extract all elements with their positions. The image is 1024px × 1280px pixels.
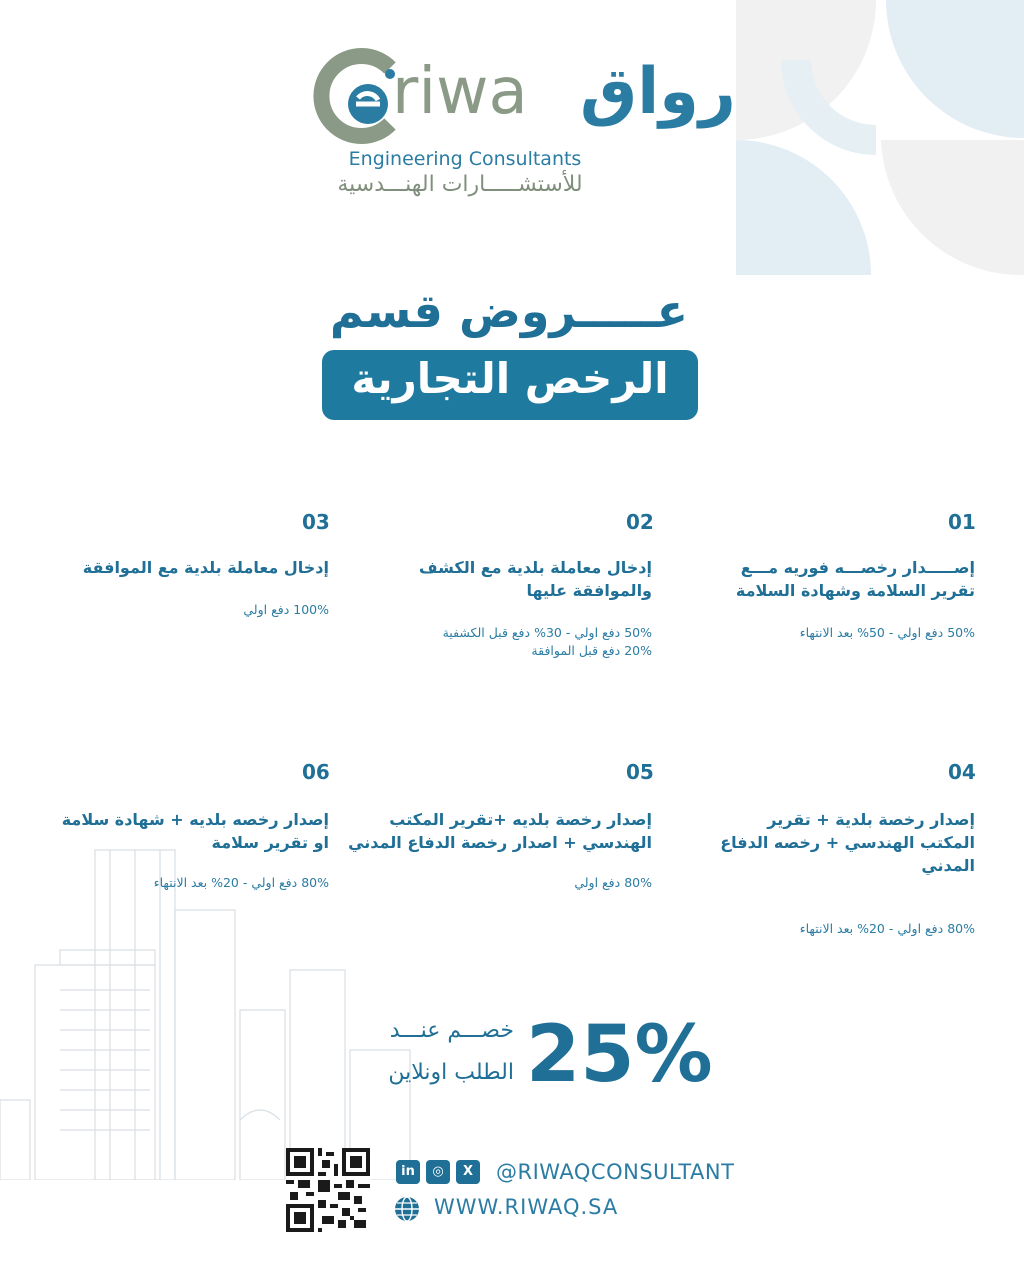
- headline-line1: عـــــروض قسم: [329, 284, 689, 338]
- discount-value: 25%: [526, 1010, 713, 1100]
- x-icon[interactable]: X: [456, 1160, 480, 1184]
- instagram-icon[interactable]: ◎: [426, 1160, 450, 1184]
- qr-code-icon[interactable]: [286, 1148, 370, 1232]
- offer-detail: 100% دفع اولي: [243, 602, 329, 617]
- decorative-shapes: [736, 0, 1024, 280]
- offer-title: إصدار رخصة بلدية + تقرير المكتب الهندسي + رخصه الدفاع المدني: [720, 810, 975, 875]
- logo-tagline-ar: للأستشـــــارات الهنـــدسية: [337, 172, 583, 197]
- offer-number: 03: [302, 510, 330, 534]
- social-handle[interactable]: @RIWAQCONSULTANT: [496, 1160, 735, 1184]
- offer-detail: 50% دفع اولي - 50% بعد الانتهاء: [799, 625, 975, 640]
- offer-detail: 80% دفع اولي - 20% بعد الانتهاء: [153, 875, 329, 890]
- offer-detail: 50% دفع اولي - 30% دفع قبل الكشفية: [442, 625, 652, 640]
- offer-title: إدخال معاملة بلدية مع الكشف والموافقة عليها: [419, 558, 652, 600]
- offer-detail: 80% دفع اولي - 20% بعد الانتهاء: [799, 921, 975, 936]
- offer-number: 02: [626, 510, 654, 534]
- offer-title: إصدار رخصة بلديه +تقرير المكتب الهندسي + اصدار رخصة الدفاع المدني: [348, 810, 652, 852]
- offer-detail: 80% دفع اولي: [574, 875, 652, 890]
- headline-line2: الرخص التجارية: [351, 354, 669, 403]
- discount-text-line1: خصـــم عنـــد: [389, 1018, 514, 1043]
- offer-number: 01: [948, 510, 976, 534]
- offer-title: إصدار رخصه بلديه + شهادة سلامة او تقرير سلامة: [61, 810, 329, 852]
- offer-title: إصـــــدار رخصـــه فوريه مـــع تقرير السلامة وشهادة السلامة: [735, 558, 975, 600]
- globe-icon: [394, 1196, 420, 1222]
- offer-detail: 20% دفع قبل الموافقة: [531, 643, 652, 658]
- logo-wordmark-arabic: رواق: [580, 55, 736, 129]
- offer-title: إدخال معاملة بلدية مع الموافقة: [82, 558, 329, 577]
- website-link[interactable]: WWW.RIWAQ.SA: [434, 1195, 619, 1219]
- offer-number: 05: [626, 760, 654, 784]
- linkedin-icon[interactable]: in: [396, 1160, 420, 1184]
- discount-text-line2: الطلب اونلاين: [388, 1060, 514, 1085]
- offer-number: 04: [948, 760, 976, 784]
- offer-number: 06: [302, 760, 330, 784]
- logo-wordmark-latin: riwa: [392, 55, 528, 129]
- logo-tagline-en: Engineering Consultants: [348, 148, 582, 170]
